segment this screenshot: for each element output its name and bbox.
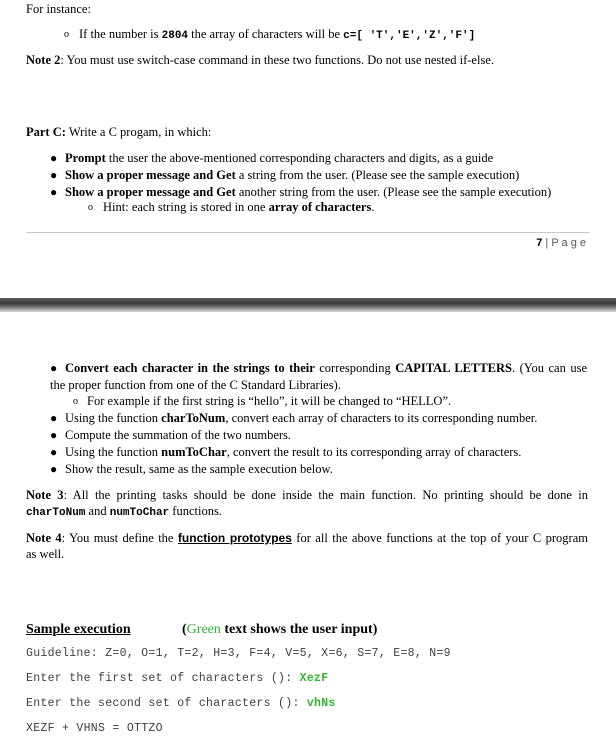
bullet-icon: ● bbox=[50, 361, 58, 375]
convert-bullet-cont: the proper function from one of the C Standard Libraries). bbox=[50, 378, 341, 392]
bullet-icon: ● bbox=[50, 445, 58, 459]
example-line: If the number is 2804 the array of characters will be c=[ 'T','E','Z','F'] bbox=[79, 27, 476, 42]
part-c-bullet-2: Show a proper message and Get a string from the user. (Please see the sample execution) bbox=[65, 168, 520, 182]
note-3: Note 3: All the printing tasks should be done inside the main function. No printing should be done in bbox=[26, 488, 588, 502]
result-output: XEZF + VHNS = OTTZO bbox=[26, 722, 163, 735]
example-number: 2804 bbox=[161, 30, 189, 42]
example-hello: For example if the first string is “hello”, it will be changed to “HELLO”. bbox=[87, 394, 452, 408]
part-c-bullet-3: Show a proper message and Get another string from the user. (Please see the sample execution) bbox=[65, 185, 552, 199]
second-user-input: vhNs bbox=[306, 697, 336, 710]
sample-legend: (Green text shows the user input) bbox=[182, 622, 378, 637]
hollow-bullet-icon: o bbox=[88, 202, 93, 213]
summation-bullet: Compute the summation of the two numbers. bbox=[65, 428, 292, 442]
sample-execution-title: Sample execution bbox=[26, 622, 131, 637]
convert-bullet: Convert each character in the strings to their corresponding CAPITAL LETTERS. (You can use bbox=[65, 361, 587, 375]
for-instance-label: For instance: bbox=[26, 2, 91, 16]
document-page-7 bbox=[0, 0, 616, 298]
hollow-bullet-icon: o bbox=[73, 396, 78, 407]
page-number: 7 | P a g e bbox=[536, 237, 586, 249]
note-2: Note 2: You must use switch-case command in these two functions. Do not use nested if-else. bbox=[26, 53, 494, 67]
page-break bbox=[0, 298, 616, 312]
bullet-icon: ● bbox=[50, 411, 58, 425]
document-page-8 bbox=[0, 312, 616, 740]
first-user-input: XezF bbox=[299, 672, 329, 685]
guideline-output: Guideline: Z=0, O=1, T=2, H=3, F=4, V=5, X=6, S=7, E=8, N=9 bbox=[26, 647, 451, 660]
bullet-icon: ● bbox=[50, 428, 58, 442]
function-prototypes-term: function prototypes bbox=[177, 531, 292, 545]
char-to-num-bullet: Using the function charToNum, convert each array of characters to its corresponding number. bbox=[65, 411, 538, 425]
hollow-bullet-icon: o bbox=[64, 29, 69, 40]
second-prompt-output: Enter the second set of characters (): vhNs bbox=[26, 697, 336, 710]
note-4: Note 4: You must define the function prototypes for all the above functions at the top of your C program bbox=[26, 531, 588, 545]
part-c-bullet-1: Prompt the user the above-mentioned corresponding characters and digits, as a guide bbox=[65, 151, 494, 165]
note-4-cont: as well. bbox=[26, 547, 65, 561]
bullet-icon: ● bbox=[50, 185, 58, 199]
bullet-icon: ● bbox=[50, 462, 58, 476]
part-c-heading: Part C: Write a C progam, in which: bbox=[26, 125, 212, 139]
footer-rule bbox=[26, 232, 590, 233]
green-word: Green bbox=[186, 622, 221, 637]
note-3-cont: charToNum and numToChar functions. bbox=[26, 504, 222, 519]
first-prompt-output: Enter the first set of characters (): XezF bbox=[26, 672, 329, 685]
show-result-bullet: Show the result, same as the sample execution below. bbox=[65, 462, 333, 476]
bullet-icon: ● bbox=[50, 151, 58, 165]
hint-line: Hint: each string is stored in one array of characters. bbox=[103, 200, 375, 214]
example-code: c=[ 'T','E','Z','F'] bbox=[343, 30, 476, 42]
num-to-char-bullet: Using the function numToChar, convert the result to its corresponding array of characters. bbox=[65, 445, 522, 459]
bullet-icon: ● bbox=[50, 168, 58, 182]
